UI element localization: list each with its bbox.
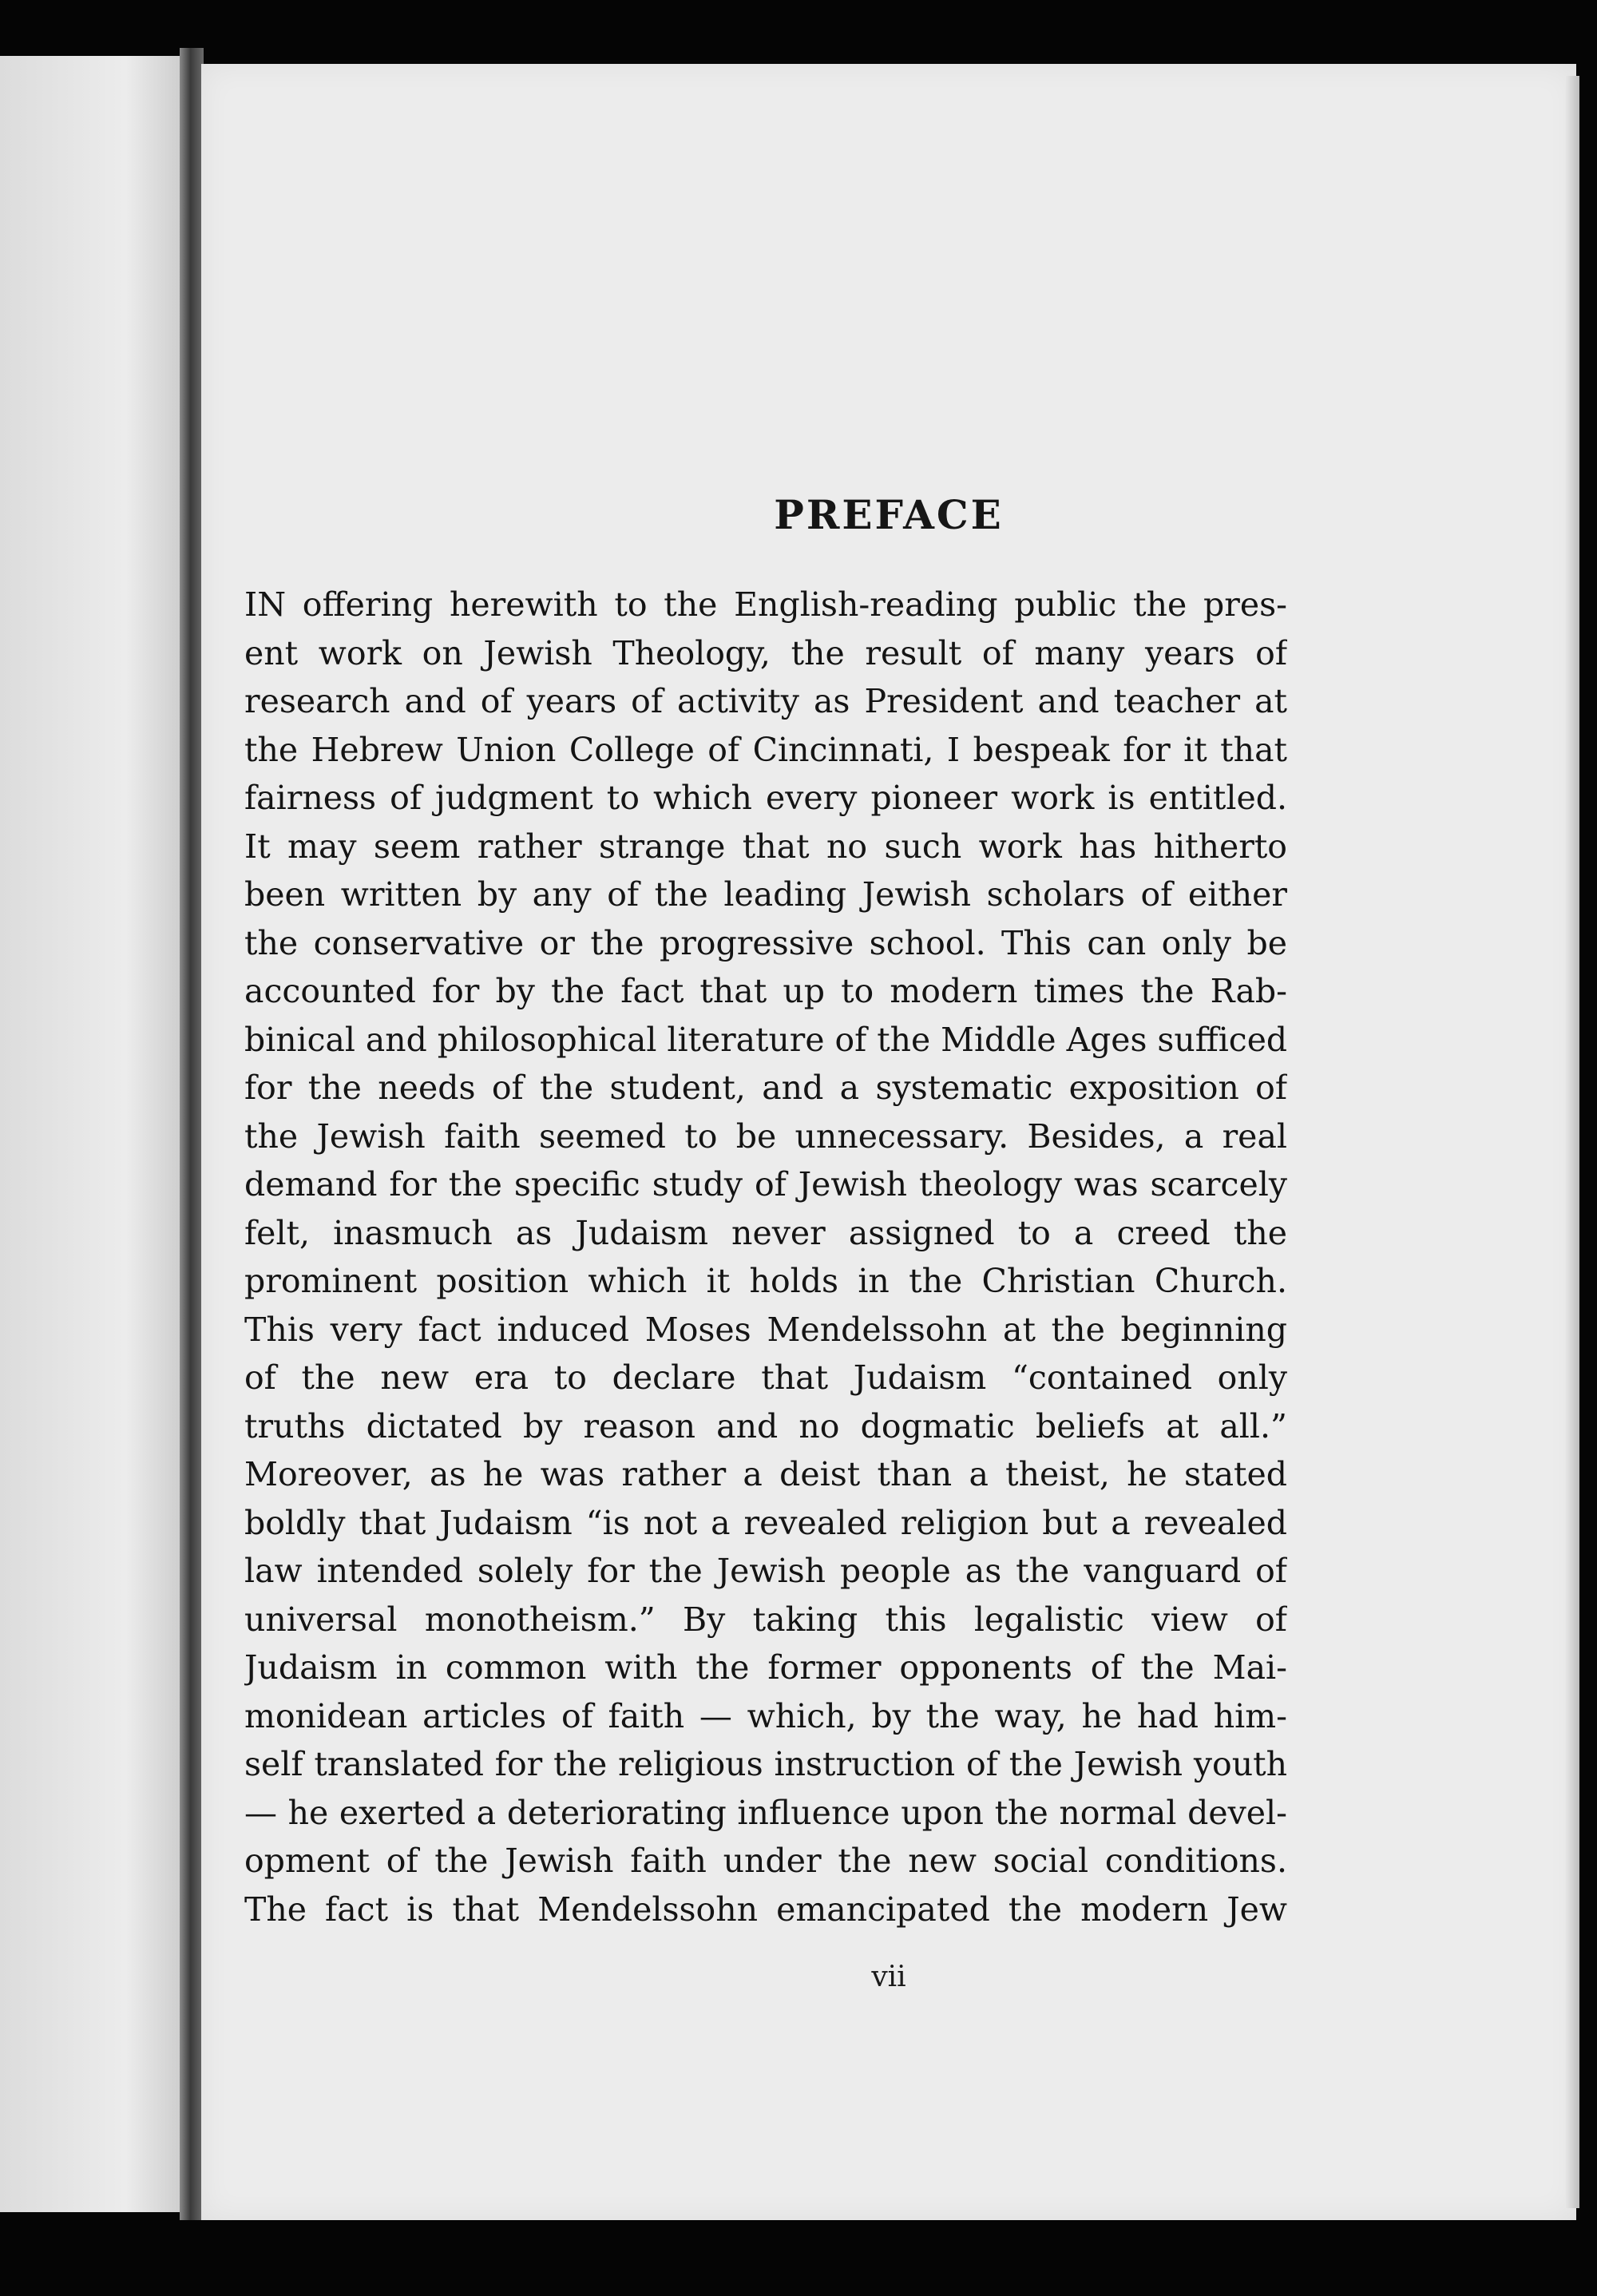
page-fore-edge xyxy=(1565,76,1579,2208)
text-line: It may seem rather strange that no such work has hitherto xyxy=(244,827,1287,866)
text-line: the Hebrew Union College of Cincinnati, I bespeak for it that xyxy=(244,730,1287,769)
text-line: The fact is that Mendelssohn emancipated the modern Jew xyxy=(244,1890,1287,1929)
text-line: research and of years of activity as President and teacher at xyxy=(244,682,1287,720)
text-line: prominent position which it holds in the Christian Church. xyxy=(244,1262,1287,1300)
text-line: ent work on Jewish Theology, the result of many years of xyxy=(244,633,1287,672)
text-line: monidean articles of faith — which, by the way, he had him- xyxy=(244,1696,1287,1735)
text-line: IN offering herewith to the English-reading public the pres- xyxy=(244,585,1287,624)
text-line: the Jewish faith seemed to be unnecessary. Besides, a real xyxy=(244,1116,1287,1156)
text-line: binical and philosophical literature of the Middle Ages sufficed xyxy=(244,1020,1288,1059)
page-heading: PREFACE xyxy=(774,491,1004,538)
text-line: for the needs of the student, and a systematic exposition of xyxy=(244,1069,1287,1107)
page-number: vii xyxy=(871,1961,906,1993)
facing-page-edge xyxy=(0,56,180,2212)
text-line: This very fact induced Moses Mendelssohn at the beginning xyxy=(244,1310,1287,1349)
text-line: fairness of judgment to which every pioneer work is entitled. xyxy=(244,779,1287,817)
text-line: opment of the Jewish faith under the new social conditions. xyxy=(244,1842,1287,1880)
text-line: truths dictated by reason and no dogmatic beliefs at all.” xyxy=(244,1406,1287,1445)
text-line: Judaism in common with the former opponents of the Mai- xyxy=(244,1648,1287,1687)
text-line: been written by any of the leading Jewish scholars of either xyxy=(244,875,1287,914)
book-gutter xyxy=(180,48,204,2220)
text-line: felt, inasmuch as Judaism never assigned to a creed the xyxy=(244,1213,1287,1252)
text-line: universal monotheism.” By taking this legalistic view of xyxy=(244,1600,1287,1639)
text-line: boldly that Judaism “is not a revealed religion but a revealed xyxy=(244,1503,1287,1542)
preface-body xyxy=(244,581,1287,1933)
text-line: demand for the specific study of Jewish theology was scarcely xyxy=(244,1165,1287,1204)
text-line: of the new era to declare that Judaism “contained only xyxy=(244,1358,1287,1397)
text-line: the conservative or the progressive school. This can only be xyxy=(244,923,1287,962)
text-line: law intended solely for the Jewish people as the vanguard of xyxy=(244,1552,1287,1590)
text-line: — he exerted a deteriorating influence upon the normal devel- xyxy=(244,1793,1287,1832)
text-line: Moreover, as he was rather a deist than a theist, he stated xyxy=(244,1455,1287,1493)
text-line: self translated for the religious instruction of the Jewish youth xyxy=(244,1745,1287,1783)
text-line: accounted for by the fact that up to modern times the Rab- xyxy=(244,972,1287,1010)
